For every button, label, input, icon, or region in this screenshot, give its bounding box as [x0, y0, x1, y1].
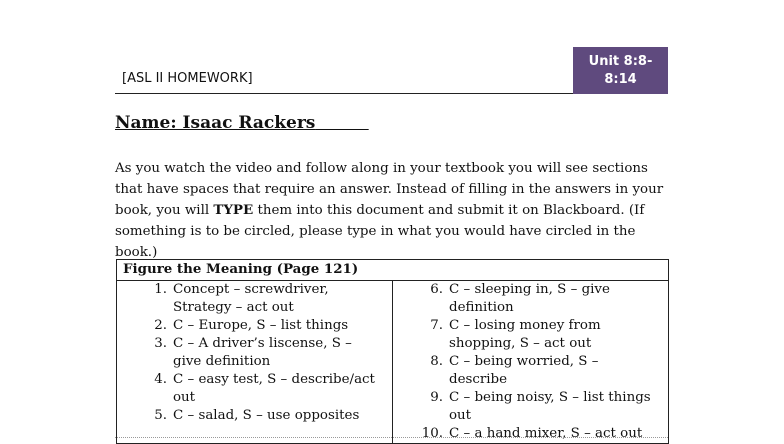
list-item[interactable] [393, 425, 668, 443]
list-item[interactable] [117, 407, 392, 425]
table-title: Figure the Meaning (Page 121) [117, 260, 669, 281]
list-item[interactable] [117, 371, 392, 407]
list-item[interactable] [393, 317, 668, 353]
bottom-rule [115, 437, 668, 439]
item-number: 10. [421, 426, 443, 441]
item-text: C – losing money from shopping, S – act out [449, 318, 601, 351]
student-name[interactable] [115, 113, 369, 133]
item-text: C – salad, S – use opposites [173, 408, 360, 423]
item-number: 5. [154, 408, 167, 423]
left-column [117, 281, 393, 444]
item-text: C – A driver’s liscense, S – give definition [173, 336, 352, 369]
list-item[interactable] [117, 281, 392, 317]
name-text: Name: Isaac Rackers [115, 113, 316, 133]
list-item[interactable] [117, 335, 392, 371]
item-number: 7. [430, 318, 443, 333]
header-course-label: [ASL II HOMEWORK] [122, 71, 253, 86]
list-item[interactable] [393, 389, 668, 425]
item-number: 8. [430, 354, 443, 369]
item-text: C – being noisy, S – list things out [449, 390, 651, 423]
list-item[interactable] [117, 317, 392, 335]
item-number: 2. [154, 318, 167, 333]
list-item[interactable] [393, 353, 668, 389]
item-number: 3. [154, 336, 167, 351]
item-text: Concept – screwdriver, Strategy – act out [173, 282, 329, 315]
item-text: C – easy test, S – describe/act out [173, 372, 375, 405]
unit-badge [573, 47, 668, 94]
item-text: C – Europe, S – list things [173, 318, 349, 333]
item-number: 9. [430, 390, 443, 405]
unit-label: Unit 8:8-8:14 [588, 53, 653, 87]
figure-meaning-table [116, 259, 669, 444]
instructions-paragraph: As you watch the video and follow along in your textbook you will see sections that have spaces that require an answer. Instead of filling in the answers in your book, you will TYPE them into this document and submit it on Blackboard. (If something is to be circled, please type in what you would have circled in the book.) [115, 161, 664, 260]
item-number: 6. [430, 282, 443, 297]
type-emphasis: TYPE [213, 202, 254, 218]
item-text: C – sleeping in, S – give definition [449, 282, 610, 315]
item-number: 4. [154, 372, 167, 387]
item-number: 1. [154, 282, 167, 297]
item-text: C – a hand mixer, S – act out [449, 426, 643, 441]
item-text: C – being worried, S – describe [449, 354, 599, 387]
right-column [393, 281, 669, 444]
list-item[interactable] [393, 281, 668, 317]
